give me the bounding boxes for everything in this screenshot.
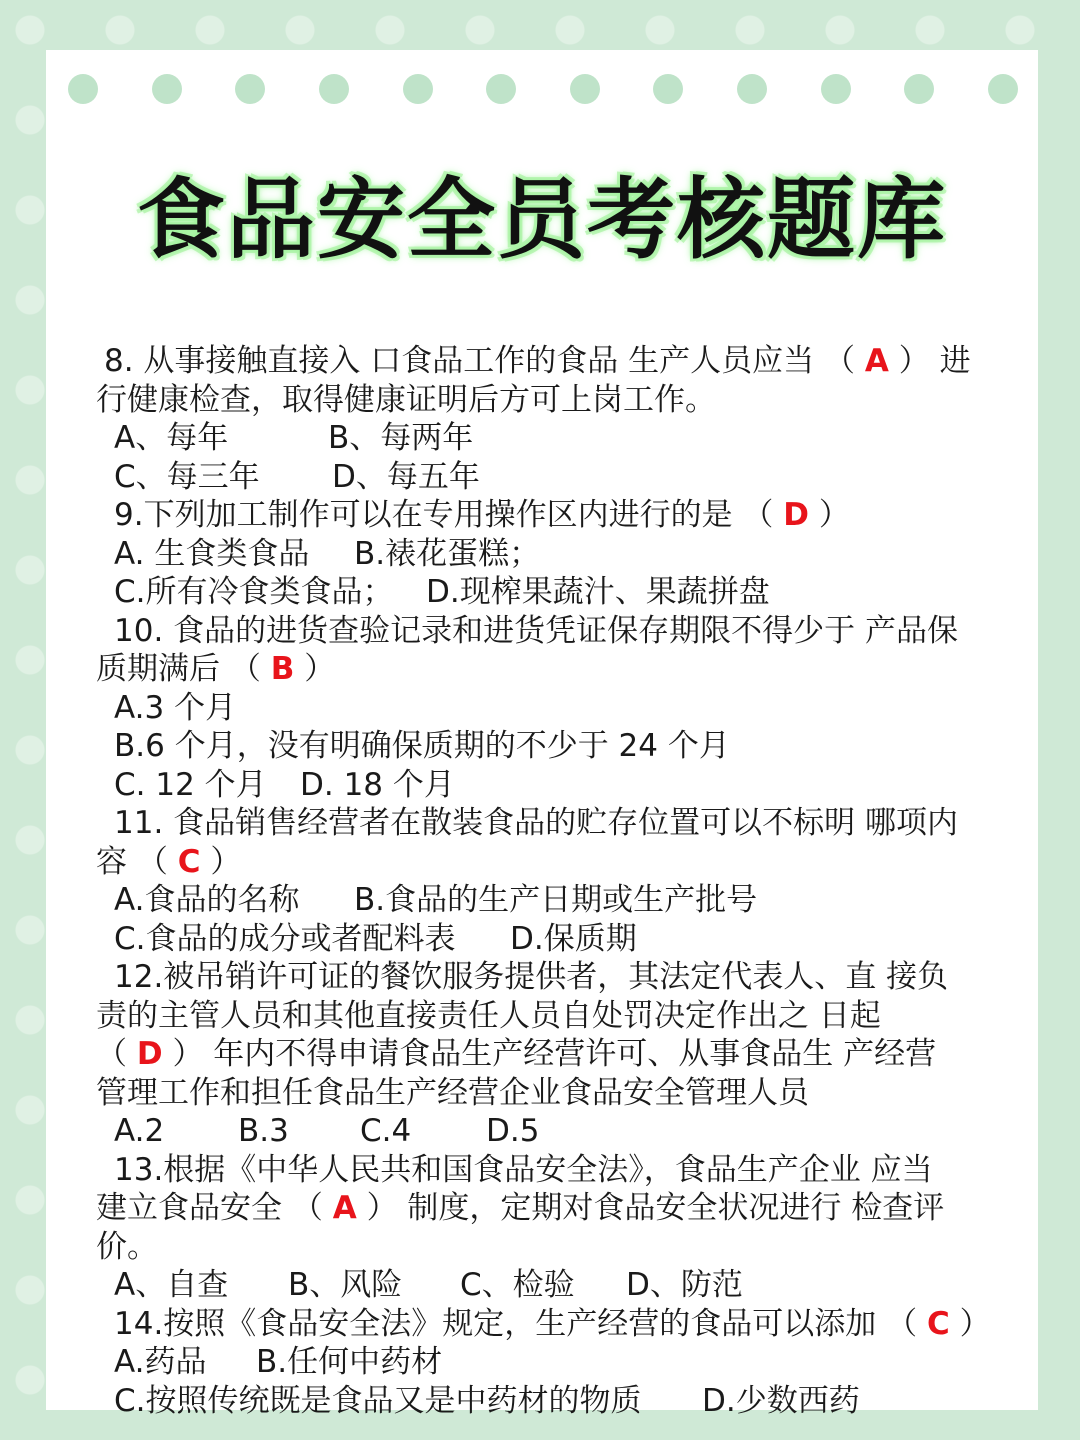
question-11-stem-line2 bbox=[96, 843, 1026, 882]
option: C、检验 bbox=[460, 1267, 575, 1303]
question-10-stem: 10. 食品的进货查验记录和进货凭证保存期限不得少于 产品保 bbox=[114, 612, 959, 649]
question-text: ） bbox=[818, 497, 850, 533]
option: B.裱花蛋糕； bbox=[354, 535, 541, 572]
option: D.现榨果蔬汁、果蔬拼盘 bbox=[426, 574, 770, 610]
question-12-options bbox=[96, 1112, 1026, 1151]
option: A. 生食类食品 bbox=[114, 535, 310, 572]
question-10-options-cd bbox=[96, 766, 1026, 805]
option: A.食品的名称 bbox=[114, 882, 300, 918]
question-8-options-2 bbox=[96, 458, 1026, 497]
question-14-options-1 bbox=[96, 1343, 1026, 1382]
dot-2 bbox=[152, 74, 182, 104]
question-12-stem-line3 bbox=[96, 1035, 1026, 1074]
option: A、每年 bbox=[114, 420, 229, 456]
question-9-options-1 bbox=[96, 535, 1026, 574]
option: C.所有冷食类食品； bbox=[114, 574, 394, 610]
option: C. 12 个月 bbox=[114, 766, 267, 803]
question-9-options-2 bbox=[96, 573, 1026, 612]
option: B.3 bbox=[238, 1113, 289, 1149]
option: D.保质期 bbox=[510, 920, 637, 957]
option: C、每三年 bbox=[114, 458, 260, 495]
answer-mark: D bbox=[136, 1036, 163, 1072]
question-text: 容 （ bbox=[96, 843, 168, 880]
question-10-stem-line2 bbox=[96, 650, 1026, 689]
dot-9 bbox=[737, 74, 767, 104]
question-text: 14.按照《食品安全法》规定，生产经营的食品可以添加 （ bbox=[114, 1305, 918, 1342]
question-text: 质期满后 （ bbox=[96, 651, 261, 687]
option: D.5 bbox=[486, 1113, 540, 1149]
question-text: 9.下列加工制作可以在专用操作区内进行的是 （ bbox=[114, 497, 774, 533]
option: B、风险 bbox=[288, 1267, 403, 1303]
question-14-options-2 bbox=[96, 1382, 1026, 1421]
answer-mark: A bbox=[332, 1190, 357, 1226]
option: C.4 bbox=[360, 1113, 412, 1149]
question-text: ） 年内不得申请食品生产经营许可、从事食品生 产经营 bbox=[172, 1036, 937, 1072]
question-text: 8. 从事接触直接入 口食品工作的食品 生产人员应当 （ bbox=[104, 343, 855, 379]
option: A、自查 bbox=[114, 1267, 229, 1303]
answer-mark: C bbox=[927, 1305, 950, 1342]
question-text: 建立食品安全 （ bbox=[96, 1190, 323, 1226]
dot-1 bbox=[68, 74, 98, 104]
question-13-stem-line3: 价。 bbox=[96, 1228, 158, 1265]
page-title: 食品安全员考核题库 bbox=[136, 168, 947, 271]
question-13-options bbox=[96, 1266, 1026, 1305]
dot-12 bbox=[988, 74, 1018, 104]
option: A.2 bbox=[114, 1113, 165, 1149]
option: B、每两年 bbox=[328, 420, 474, 456]
dot-4 bbox=[319, 74, 349, 104]
dot-11 bbox=[904, 74, 934, 104]
question-13-stem: 13.根据《中华人民共和国食品安全法》，食品生产企业 应当 bbox=[114, 1151, 933, 1188]
question-8-stem bbox=[96, 342, 1026, 381]
answer-mark: D bbox=[783, 497, 810, 533]
option: A.药品 bbox=[114, 1344, 207, 1380]
question-text: ） 制度，定期对食品安全状况进行 检查评 bbox=[366, 1190, 945, 1226]
option: B.食品的生产日期或生产批号 bbox=[354, 882, 758, 918]
question-8-options-1 bbox=[96, 419, 1026, 458]
question-13-stem-line2 bbox=[96, 1189, 1026, 1228]
option: D、每五年 bbox=[332, 458, 480, 495]
answer-mark: C bbox=[177, 843, 201, 880]
question-11-stem: 11. 食品销售经营者在散装食品的贮存位置可以不标明 哪项内 bbox=[114, 805, 959, 841]
dot-6 bbox=[486, 74, 516, 104]
dot-7 bbox=[570, 74, 600, 104]
question-list bbox=[96, 342, 1026, 1420]
dot-8 bbox=[653, 74, 683, 104]
dot-10 bbox=[821, 74, 851, 104]
option: C.食品的成分或者配料表 bbox=[114, 920, 456, 957]
question-9-stem bbox=[96, 496, 1026, 535]
option: D.少数西药 bbox=[702, 1382, 860, 1419]
question-12-stem-line4: 管理工作和担任食品生产经营企业食品安全管理人员 bbox=[96, 1074, 809, 1111]
option: C.按照传统既是食品又是中药材的物质 bbox=[114, 1382, 642, 1419]
answer-mark: B bbox=[270, 651, 295, 687]
question-text: ） bbox=[959, 1305, 991, 1342]
dot-5 bbox=[403, 74, 433, 104]
question-12-stem: 12.被吊销许可证的餐饮服务提供者，其法定代表人、直 接负 bbox=[114, 959, 949, 995]
question-text: ） bbox=[304, 651, 336, 687]
question-11-options-1 bbox=[96, 881, 1026, 920]
question-text: ） 进 bbox=[898, 343, 971, 379]
question-12-stem-line2: 责的主管人员和其他直接责任人员自处罚决定作出之 日起 bbox=[96, 997, 881, 1034]
question-text: ） bbox=[210, 843, 242, 880]
option: D、防范 bbox=[626, 1267, 743, 1303]
question-14-stem bbox=[96, 1305, 1026, 1344]
binder-dots bbox=[68, 74, 1018, 104]
option: D. 18 个月 bbox=[300, 766, 455, 803]
question-8-stem-line2: 行健康检查，取得健康证明后方可上岗工作。 bbox=[96, 381, 716, 418]
question-card bbox=[46, 50, 1038, 1419]
answer-mark: A bbox=[864, 343, 889, 379]
question-text: （ bbox=[96, 1036, 127, 1072]
question-10-option-a: A.3 个月 bbox=[114, 689, 237, 726]
option: B.任何中药材 bbox=[256, 1344, 443, 1380]
question-11-options-2 bbox=[96, 920, 1026, 959]
question-10-option-b: B.6 个月，没有明确保质期的不少于 24 个月 bbox=[114, 728, 730, 764]
dot-3 bbox=[235, 74, 265, 104]
